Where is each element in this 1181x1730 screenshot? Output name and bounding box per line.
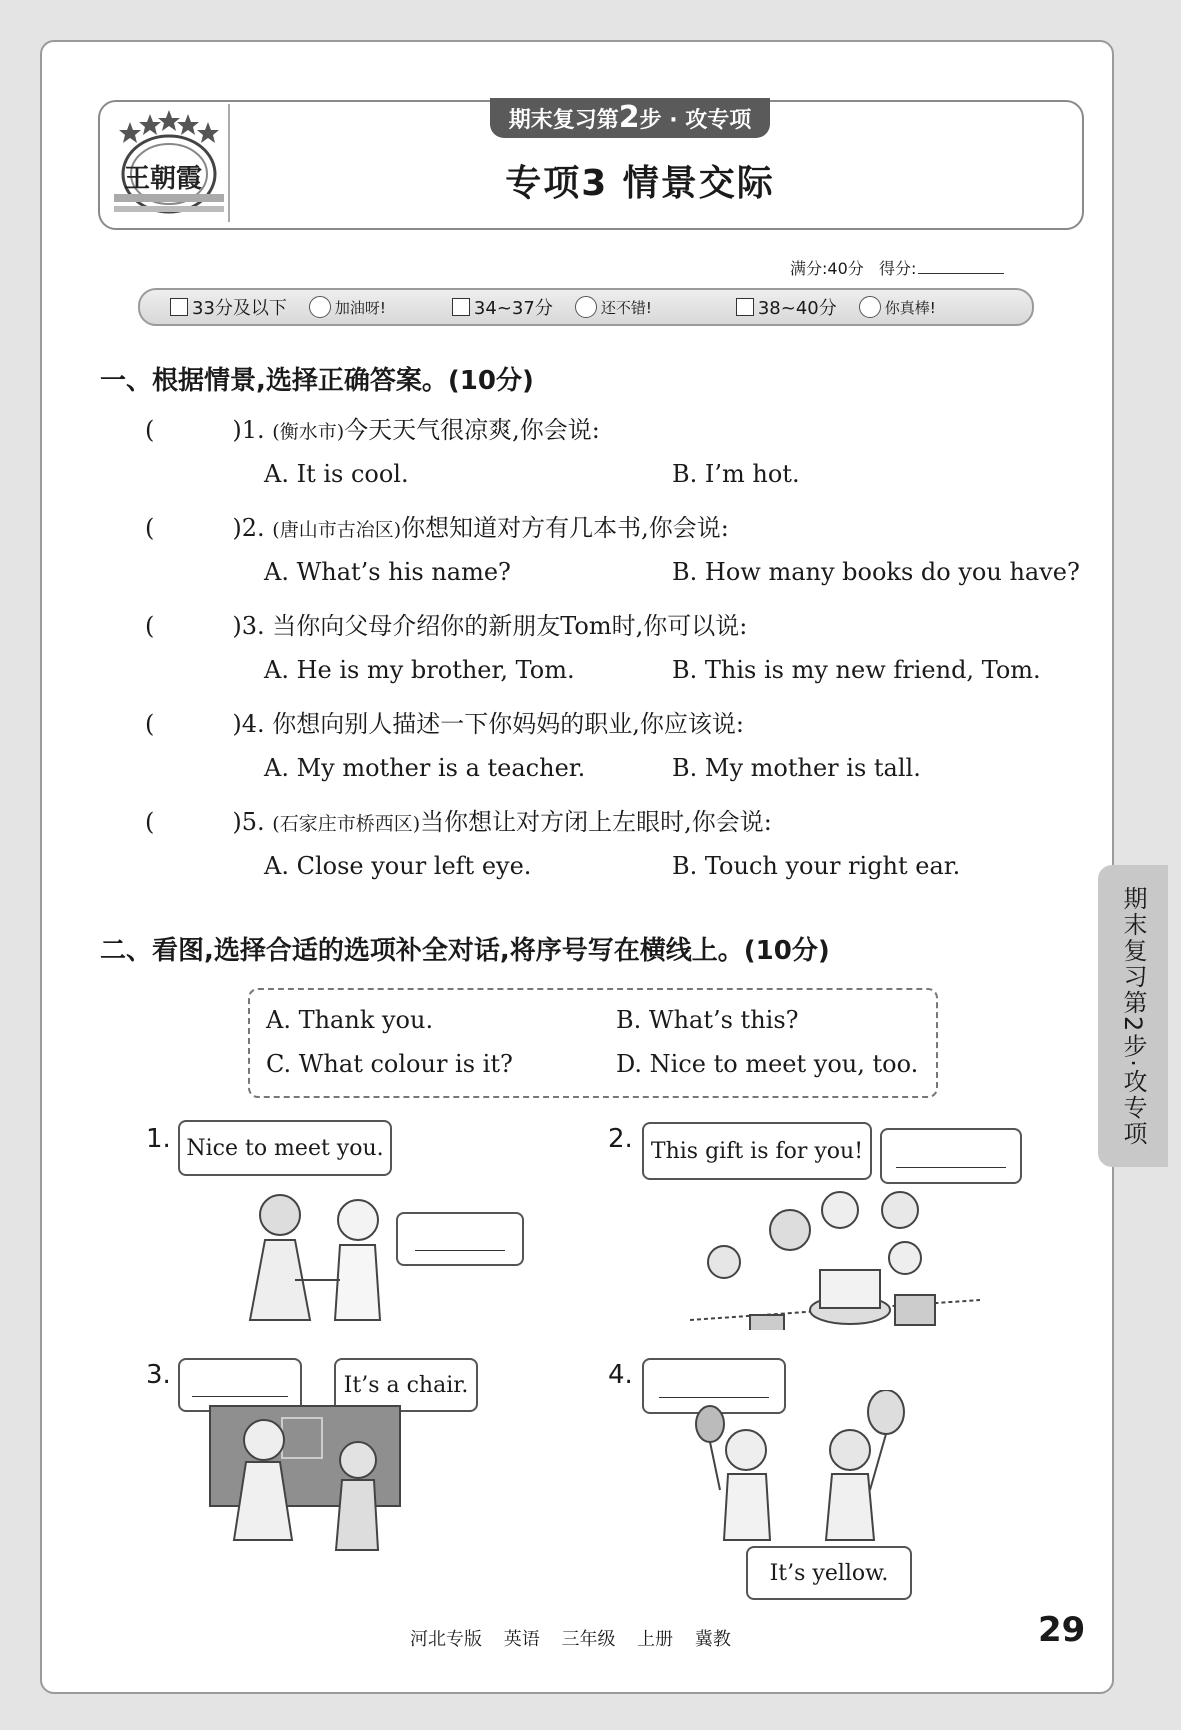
question-5: ( )5. (石家庄市桥西区)当你想让对方闭上左眼时,你会说: [145,808,772,836]
page-number: 29 [1038,1610,1086,1650]
grade-item [170,294,386,320]
logo-text: 王朝霞 [124,164,203,194]
full-score-label: 满分:40分 [790,259,864,278]
grade-item [452,294,652,320]
answer-blank[interactable] [192,1374,288,1397]
speech-bubble: It’s a chair. [334,1358,478,1412]
option-a[interactable]: A. My mother is a teacher. [264,754,586,782]
options-box [248,988,938,1098]
answer-blank[interactable] [415,1228,505,1251]
option-a[interactable]: A. Close your left eye. [264,852,532,880]
question-number: )2. [232,514,265,542]
question-2: ( )2. (唐山市古冶区)你想知道对方有几本书,你会说: [145,514,729,542]
score-blank[interactable] [918,273,1004,274]
birthday-party-illustration [690,1180,990,1330]
grade-range: 34~37分 [473,298,553,319]
grade-bar [138,288,1034,326]
question-number: )5. [232,808,265,836]
question-text: 今天天气很凉爽,你会说: [344,416,600,444]
question-3: ( )3. 当你向父母介绍你的新朋友Tom时,你可以说: [145,612,748,640]
question-number: )3. [232,612,265,640]
question-text: 当你向父母介绍你的新朋友Tom时,你可以说: [272,612,748,640]
grade-range: 38~40分 [757,298,837,319]
answer-bubble[interactable] [880,1128,1022,1184]
grade-item [736,294,936,320]
option-b[interactable]: B. Touch your right ear. [672,852,961,880]
step-banner [490,98,770,138]
choice-a: A. Thank you. [266,1006,434,1034]
smiley-icon [859,296,881,318]
question-number: )1. [232,416,265,444]
step-banner-pre: 期末复习第 [508,108,619,133]
balloon-kids-illustration [690,1390,920,1560]
grade-comment: 加油呀! [334,298,386,317]
picture-number: 1. [146,1124,171,1154]
question-text: 你想知道对方有几本书,你会说: [401,514,729,542]
question-1: ( )1. (衡水市)今天天气很凉爽,你会说: [145,416,600,444]
step-banner-post: 步 · 攻专项 [639,108,752,133]
score-label: 得分: [879,259,917,278]
score-line [790,256,1004,279]
speech-bubble: This gift is for you! [642,1122,872,1180]
question-number: )4. [232,710,265,738]
question-source: (唐山市古冶区) [272,519,402,541]
classroom-chair-illustration [206,1400,456,1570]
grade-checkbox[interactable] [736,298,754,316]
question-text: 当你想让对方闭上左眼时,你会说: [420,808,772,836]
question-text: 你想向别人描述一下你妈妈的职业,你应该说: [272,710,744,738]
grade-comment: 你真棒! [884,298,936,317]
page-title: 专项3 情景交际 [505,163,775,204]
smiley-icon [309,296,331,318]
grade-comment: 还不错! [600,298,652,317]
grade-range: 33分及以下 [192,298,287,319]
footer-text: 河北专版 英语 三年级 上册 冀教 [410,1629,731,1650]
option-b[interactable]: B. How many books do you have? [672,558,1080,586]
option-b[interactable]: B. My mother is tall. [672,754,921,782]
choice-c: C. What colour is it? [266,1050,513,1078]
choice-b: B. What’s this? [616,1006,799,1034]
side-tab: 期末复习第2步·攻专项 [1098,865,1168,1167]
question-source: (石家庄市桥西区) [272,813,421,835]
option-a[interactable]: A. What’s his name? [264,558,511,586]
option-b[interactable]: B. I’m hot. [672,460,800,488]
smiley-icon [575,296,597,318]
option-b[interactable]: B. This is my new friend, Tom. [672,656,1041,684]
option-a[interactable]: A. He is my brother, Tom. [264,656,575,684]
answer-blank[interactable] [896,1145,1006,1168]
picture-number: 3. [146,1360,171,1390]
header-divider [228,104,230,222]
choice-d: D. Nice to meet you, too. [616,1050,919,1078]
speech-bubble: Nice to meet you. [178,1120,392,1176]
section2-title: 二、看图,选择合适的选项补全对话,将序号写在横线上。(10分) [100,936,830,966]
picture-number: 4. [608,1360,633,1390]
question-source: (衡水市) [272,421,345,443]
speech-bubble: It’s yellow. [746,1546,912,1600]
step-banner-num: 2 [618,100,640,135]
option-a[interactable]: A. It is cool. [264,460,409,488]
question-4: ( )4. 你想向别人描述一下你妈妈的职业,你应该说: [145,710,744,738]
section1-title: 一、根据情景,选择正确答案。(10分) [100,366,534,396]
picture-number: 2. [608,1124,633,1154]
grade-checkbox[interactable] [170,298,188,316]
grade-checkbox[interactable] [452,298,470,316]
handshake-illustration [240,1180,420,1340]
